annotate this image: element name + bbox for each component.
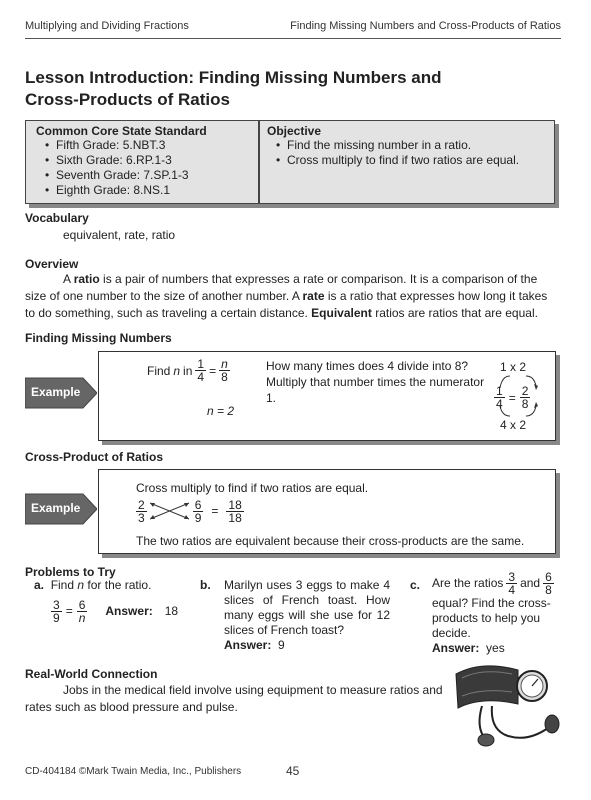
numerator: 1 [197,357,205,371]
standards-section [36,124,207,198]
lesson-title-line1: Lesson Introduction: Finding Missing Numbers and [25,68,442,87]
solution-n: n = 2 [207,404,235,418]
overview-paragraph [25,271,555,322]
term-rate: rate [302,289,325,303]
top-multiplier: 1 x 2 [500,360,527,374]
numerator: 2 [138,497,145,512]
finding-missing-heading: Finding Missing Numbers [25,331,172,345]
denominator: 9 [194,510,202,525]
standards-objective-box [25,120,555,204]
numerator: 6 [194,497,202,512]
denominator: 4 [508,583,516,597]
objective-list [273,138,519,168]
problem-text: for the ratio. [84,578,152,592]
in-text: in [183,363,193,378]
real-world-heading: Real-World Connection [25,667,158,681]
lesson-title [25,67,442,111]
term-ratio: ratio [73,272,100,286]
numerator: 2 [521,384,529,398]
problems-heading: Problems to Try [25,565,116,579]
blood-pressure-cuff-icon [452,656,564,750]
answer-value: 18 [164,604,179,618]
running-header-left: Multiplying and Dividing Fractions [25,20,189,32]
standard-item: • Seventh Grade: 7.SP.1-3 [42,168,207,183]
problem-text: Find [50,578,78,592]
numerator: 3 [508,570,516,584]
problem-b-body [224,578,390,653]
problem-text: Are the ratios [432,576,504,590]
find-n-expression [147,358,230,383]
standard-item: • Fifth Grade: 5.NBT.3 [42,138,207,153]
denominator: 18 [228,510,242,525]
real-world-text: Jobs in the medical field involve using equipment to measure ratios and rates such as blood pressure and pulse. [25,683,443,714]
problem-text: equal? Find the cross-products to help you decide. [432,596,551,640]
denominator: 8 [221,370,228,384]
running-header-right: Finding Missing Numbers and Cross-Products of Ratios [290,20,561,32]
equals-sign: = [209,363,217,378]
cross-multiply-expression [136,498,244,524]
standard-item: • Eighth Grade: 8.NS.1 [42,183,207,198]
equals-sign: = [508,390,516,405]
problem-text: and [520,576,541,590]
problem-a [34,578,194,624]
denominator: 8 [521,397,529,411]
numerator: n [221,357,228,371]
divide-question: How many times does 4 divide into 8? Multiply that number times the numerator 1. [266,359,485,405]
vocabulary-heading: Vocabulary [25,211,89,225]
problem-label: b. [200,578,211,592]
answer-value: 9 [278,638,285,652]
answer-label: Answer: [432,641,480,655]
denominator: 3 [138,510,145,525]
problem-b-answer [224,638,390,653]
footer-publisher: CD-404184 ©Mark Twain Media, Inc., Publishers [25,766,242,777]
fraction-6-8 [543,571,554,596]
standards-heading: Common Core State Standard [36,124,207,138]
problem-c-body [432,571,558,656]
objective-heading: Objective [267,124,322,138]
fraction-6-n [77,599,88,624]
overview-text: ratios are ratios that are equal. [371,306,538,320]
answer-label: Answer: [105,604,153,618]
find-text: Find [147,363,171,378]
example-arrow-2 [25,492,97,526]
fraction-6-9 [193,499,204,524]
cross-conclusion: The two ratios are equivalent because their cross-products are the same. [136,534,525,548]
fraction-2-3 [136,499,147,524]
fraction-3-4 [506,571,517,596]
equivalent-ratio [494,385,530,410]
box-divider [258,121,260,203]
fraction-1-4 [494,385,505,410]
example-label: Example [31,501,81,515]
cross-instruction: Cross multiply to find if two ratios are equal. [136,481,369,495]
problem-c-ratios [432,571,558,596]
fraction-2-8 [520,385,531,410]
term-equivalent: Equivalent [311,306,372,320]
problem-b [200,578,390,653]
denominator: n [78,611,86,625]
numerator: 6 [545,570,552,584]
numerator: 3 [53,598,60,612]
example-arrow-1 [25,376,97,410]
fraction-18-18 [226,499,243,524]
denominator: 9 [53,611,60,625]
problem-a-equation [51,599,194,624]
numerator: 1 [496,384,503,398]
variable-n: n [77,578,85,592]
denominator: 8 [545,583,552,597]
overview-heading: Overview [25,257,79,271]
problem-text: Marilyn uses 3 eggs to make 4 slices of French toast. How many eggs will she use for 12 slices of French toast? [224,578,390,637]
overview-text: A [63,272,74,286]
page-number: 45 [286,764,300,778]
numerator: 6 [78,598,86,612]
answer-value: yes [486,641,505,655]
denominator: 4 [496,397,503,411]
problem-label: a. [34,578,45,592]
numerator: 18 [228,497,242,512]
equals-sign: = [211,504,219,518]
fraction-3-9 [51,599,62,624]
example-label: Example [31,385,81,399]
standard-item: • Sixth Grade: 6.RP.1-3 [42,153,207,168]
standards-list [42,138,207,198]
equals-sign: = [65,604,73,618]
objective-item: • Find the missing number in a ratio. [273,138,519,153]
bottom-multiplier: 4 x 2 [500,418,527,432]
denominator: 4 [197,370,205,384]
problem-c [410,571,558,656]
problem-a-text [34,578,194,593]
cross-product-heading: Cross-Product of Ratios [25,450,164,464]
problem-c-answer [432,641,558,656]
cross-arrows-icon [147,498,193,524]
objective-item: • Cross multiply to find if two ratios are equal. [273,153,519,168]
header-rule [25,38,561,39]
answer-label: Answer: [224,638,272,652]
problem-label: c. [410,578,421,592]
vocabulary-text: equivalent, rate, ratio [63,228,176,242]
overview-text: is a pair of numbers that expresses a rate or comparison. It is a comparison of the size of one number to the size of another number. A [25,272,538,303]
objective-section [267,124,519,168]
variable-n: n [173,363,181,378]
lesson-title-line2: Cross-Products of Ratios [25,90,230,109]
fraction-n-8 [219,358,230,383]
fraction-1-4 [195,358,206,383]
overview-text: is a ratio that expresses how long it takes to do something, such as traveling a certain distance. [25,289,548,320]
